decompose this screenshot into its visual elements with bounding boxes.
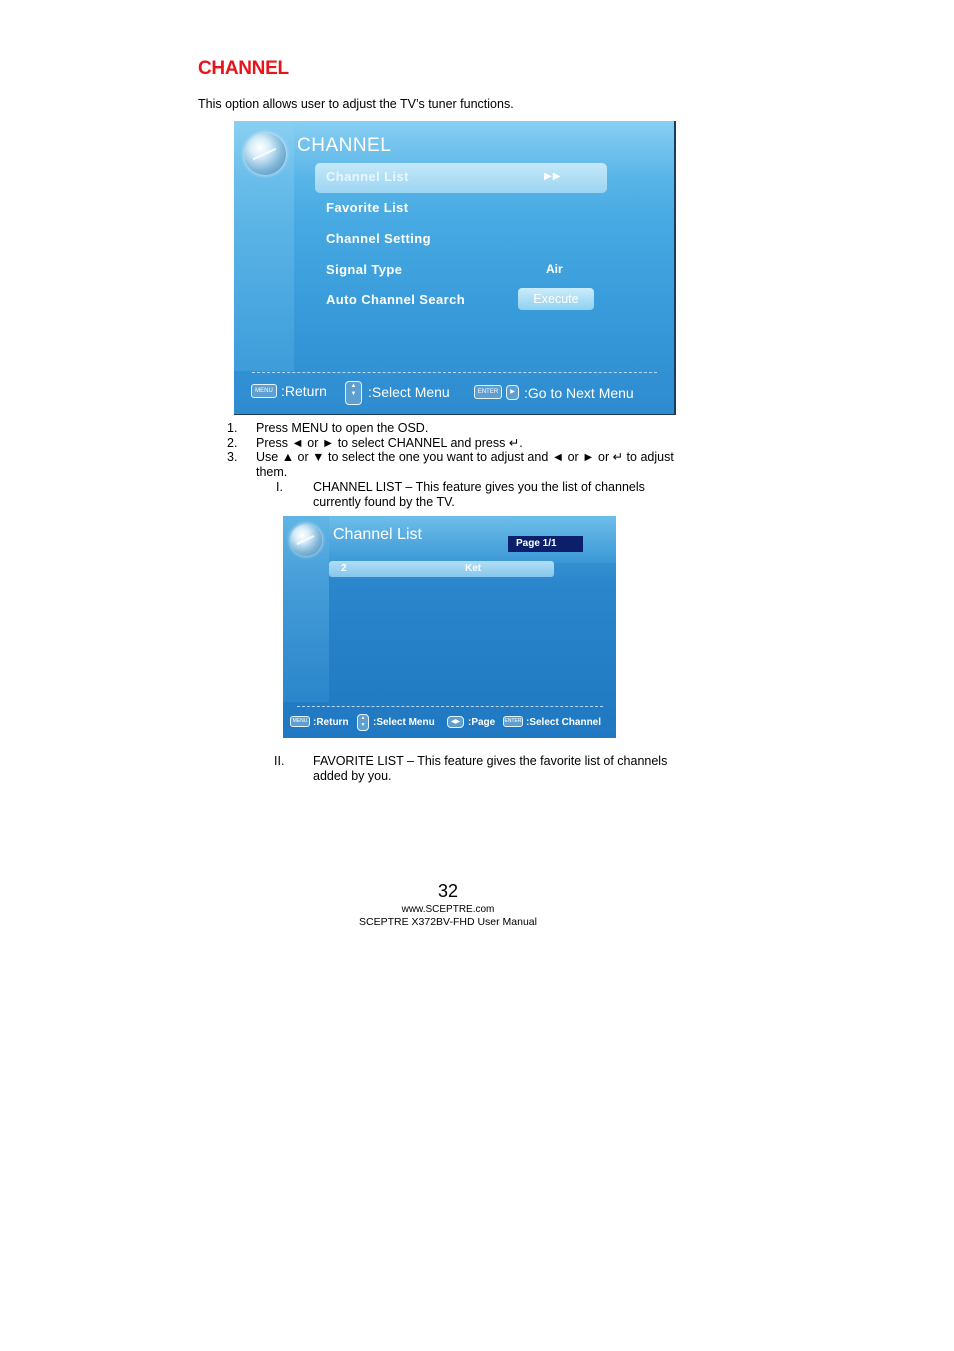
step-item: 1. Press MENU to open the OSD. — [227, 421, 429, 435]
globe-icon — [290, 524, 322, 556]
right-key-icon: ▶ — [506, 385, 519, 400]
footer-page: :Page — [468, 717, 496, 728]
osd-title: Channel List — [333, 526, 422, 543]
footer-select-menu: :Select Menu — [373, 717, 435, 728]
step-item: 3. Use ▲ or ▼ to select the one you want to adjust and ◄ or ► or ↵ to adjust them. — [227, 450, 674, 479]
channel-row — [329, 561, 554, 577]
channel-menu-screenshot — [234, 121, 676, 415]
osd-title: CHANNEL — [297, 135, 392, 156]
menu-item-channel-setting: Channel Setting — [326, 231, 431, 246]
channel-number: 2 — [341, 563, 347, 574]
channel-list-screenshot — [283, 516, 616, 738]
double-arrow-icon: ▶▶ — [544, 171, 562, 182]
globe-icon — [244, 133, 286, 175]
signal-type-value: Air — [546, 262, 563, 276]
step-item: 2. Press ◄ or ► to select CHANNEL and press ↵. — [227, 435, 523, 450]
enter-key-icon: ENTER — [474, 385, 502, 399]
menu-item-favorite-list: Favorite List — [326, 200, 409, 215]
up-down-key-icon: ▲ ▼ — [345, 381, 362, 405]
instruction-steps — [227, 421, 683, 479]
footer-select-channel: :Select Channel — [526, 717, 602, 728]
footer-return: :Return — [313, 717, 349, 728]
menu-item-auto-channel-search: Auto Channel Search — [326, 292, 466, 307]
up-down-key-icon: ▲ ▼ — [357, 714, 369, 731]
footer-divider — [252, 372, 657, 373]
osd-footer — [234, 379, 674, 414]
footer-select-menu: :Select Menu — [368, 384, 450, 400]
footer-return: :Return — [281, 383, 327, 399]
intro-text: This option allows user to adjust the TV’s tuner functions. — [198, 97, 514, 111]
execute-button: Execute — [518, 288, 594, 310]
menu-item-channel-list: Channel List — [326, 169, 409, 184]
menu-key-icon: MENU — [251, 384, 277, 398]
channel-name: Ket — [465, 563, 482, 574]
footer-website: www.SCEPTRE.com — [401, 904, 495, 915]
footer-manual-title: SCEPTRE X372BV-FHD User Manual — [359, 916, 537, 928]
footer-next-menu: :Go to Next Menu — [524, 385, 634, 401]
menu-item-signal-type: Signal Type — [326, 262, 403, 277]
enter-key-icon: ENTER — [503, 716, 523, 727]
page-number: 32 — [437, 881, 459, 901]
menu-key-icon: MENU — [290, 716, 310, 727]
section-heading: CHANNEL — [198, 58, 289, 79]
left-right-key-icon: ◀▶ — [447, 716, 464, 728]
footer-divider — [297, 706, 603, 707]
page-indicator: Page 1/1 — [508, 536, 583, 552]
